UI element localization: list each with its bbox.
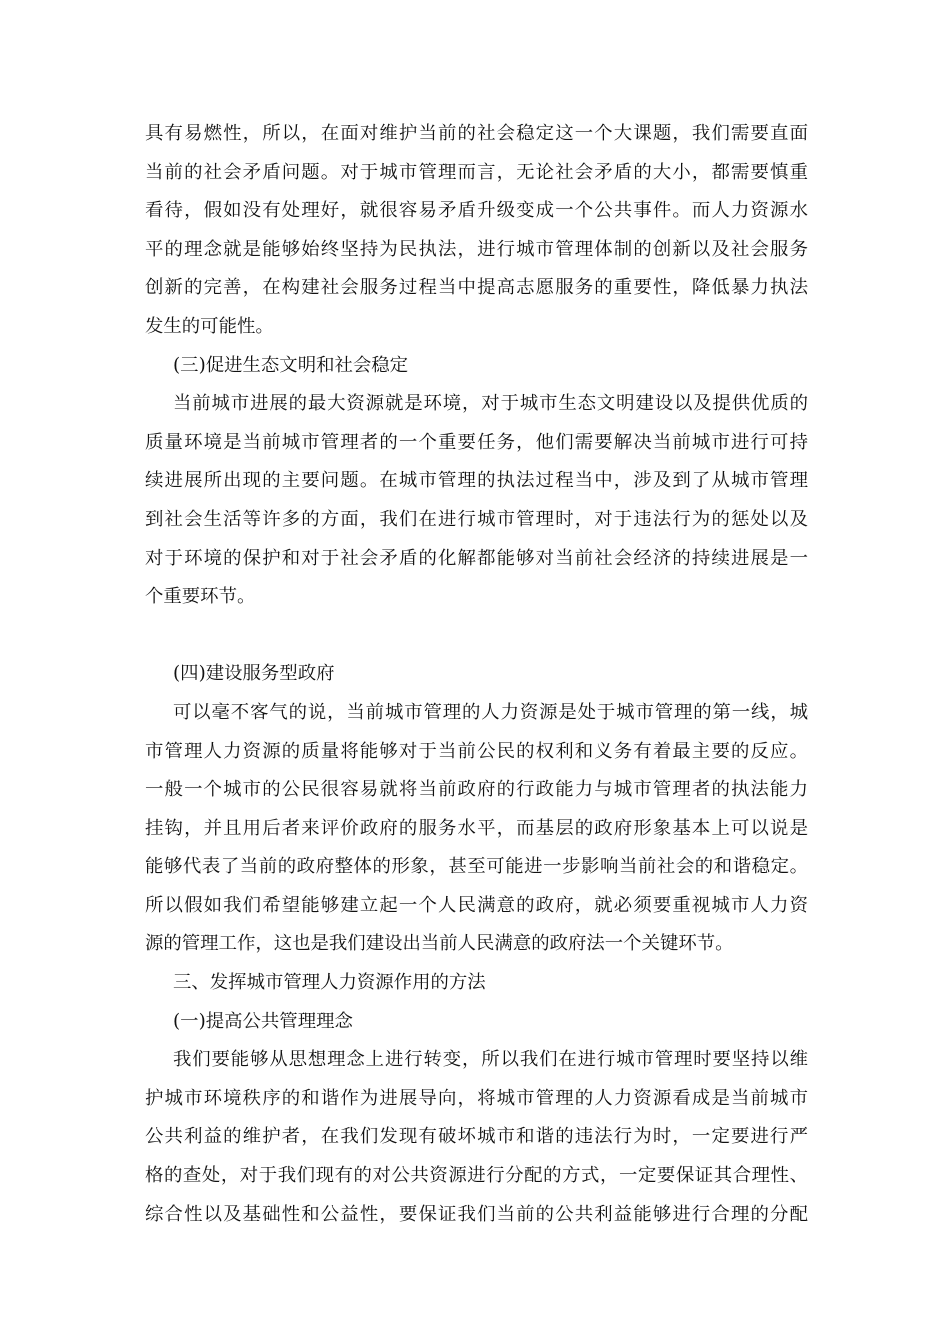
text-line: 公共利益的维护者，在我们发现有破坏城市和谐的违法行为时，一定要进行严 bbox=[145, 1126, 808, 1148]
text-line: 可以毫不客气的说，当前城市管理的人力资源是处于城市管理的第一线，城 bbox=[173, 701, 808, 723]
paragraph-gap bbox=[145, 617, 808, 656]
text-line: 格的查处，对于我们现有的对公共资源进行分配的方式，一定要保证其合理性、 bbox=[145, 1165, 808, 1187]
text-line: 我们要能够从思想理念上进行转变，所以我们在进行城市管理时要坚持以维 bbox=[173, 1049, 808, 1071]
text-line: 当前的社会矛盾问题。对于城市管理而言，无论社会矛盾的大小，都需要慎重 bbox=[145, 161, 808, 183]
section-heading: (四)建设服务型政府 bbox=[173, 663, 335, 685]
text-line: 一般一个城市的公民很容易就将当前政府的行政能力与城市管理者的执法能力 bbox=[145, 779, 808, 801]
text-line: 看待，假如没有处理好，就很容易矛盾升级变成一个公共事件。而人力资源水 bbox=[145, 200, 808, 222]
text-line: 平的理念就是能够始终坚持为民执法，进行城市管理体制的创新以及社会服务 bbox=[145, 238, 808, 260]
text-line: 对于环境的保护和对于社会矛盾的化解都能够对当前社会经济的持续进展是一 bbox=[145, 547, 808, 569]
text-line: 源的管理工作，这也是我们建设出当前人民满意的政府法一个关键环节。 bbox=[145, 933, 734, 955]
text-line: 发生的可能性。 bbox=[145, 315, 274, 337]
text-line: 市管理人力资源的质量将能够对于当前公民的权利和义务有着最主要的反应。 bbox=[145, 740, 808, 762]
text-line: 创新的完善，在构建社会服务过程当中提高志愿服务的重要性，降低暴力执法 bbox=[145, 277, 808, 299]
text-line: 综合性以及基础性和公益性，要保证我们当前的公共利益能够进行合理的分配 bbox=[145, 1203, 808, 1225]
section-heading: (一)提高公共管理理念 bbox=[173, 1010, 353, 1032]
text-line: 质量环境是当前城市管理者的一个重要任务，他们需要解决当前城市进行可持 bbox=[145, 431, 808, 453]
text-line: 具有易燃性，所以，在面对维护当前的社会稳定这一个大课题，我们需要直面 bbox=[145, 123, 808, 144]
text-line: 护城市环境秩序的和谐作为进展导向，将城市管理的人力资源看成是当前城市 bbox=[145, 1087, 808, 1109]
text-line: 个重要环节。 bbox=[145, 586, 256, 608]
text-line: 到社会生活等许多的方面，我们在进行城市管理时，对于违法行为的惩处以及 bbox=[145, 508, 808, 530]
chapter-heading: 三、发挥城市管理人力资源作用的方法 bbox=[173, 972, 486, 994]
text-line: 续进展所出现的主要问题。在城市管理的执法过程当中，涉及到了从城市管理 bbox=[145, 470, 808, 492]
text-line: 所以假如我们希望能够建立起一个人民满意的政府，就必须要重视城市人力资 bbox=[145, 894, 808, 916]
text-line: 当前城市进展的最大资源就是环境，对于城市生态文明建设以及提供优质的 bbox=[173, 393, 808, 415]
section-heading: (三)促进生态文明和社会稳定 bbox=[173, 354, 409, 376]
document-body bbox=[145, 115, 808, 1234]
text-line: 能够代表了当前的政府整体的形象，甚至可能进一步影响当前社会的和谐稳定。 bbox=[145, 856, 808, 878]
text-line: 挂钩，并且用后者来评价政府的服务水平，而基层的政府形象基本上可以说是 bbox=[145, 817, 808, 839]
